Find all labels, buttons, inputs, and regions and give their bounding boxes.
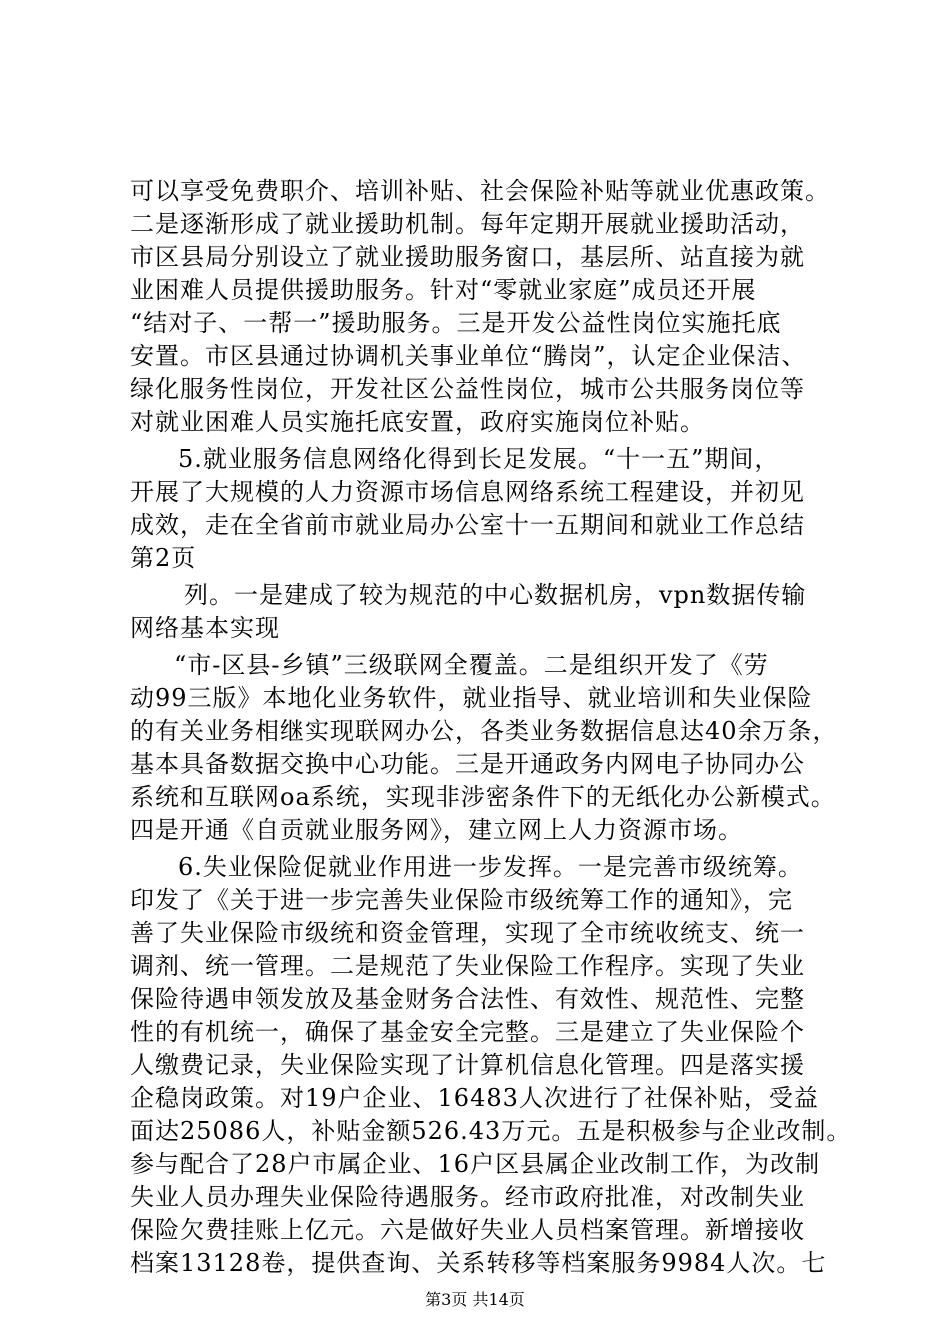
paragraph-line: “市-区县-乡镇”三级联网全覆盖。二是组织开发了《劳: [174, 651, 769, 679]
paragraph-line: 成效，走在全省前市就业局办公室十一五期间和就业工作总结: [130, 511, 805, 539]
paragraph-line: 调剂、统一管理。二是规范了失业保险工作程序。实现了失业: [130, 952, 805, 980]
paragraph-line: 安置。市区县通过协调机关事业单位“腾岗”，认定企业保洁、: [130, 342, 807, 370]
paragraph-line: 系统和互联网oa系统，实现非涉密条件下的无纸化办公新模式。: [130, 783, 836, 811]
paragraph-line: 人缴费记录，失业保险实现了计算机信息化管理。四是落实援: [130, 1051, 805, 1079]
paragraph-line: 四是开通《自贡就业服务网》，建立网上人力资源市场。: [130, 816, 743, 844]
paragraph-line: 企稳岗政策。对19户企业、16483人次进行了社保补贴，受益: [130, 1084, 819, 1112]
paragraph-line: 动99三版》本地化业务软件，就业指导、就业培训和失业保险: [130, 684, 813, 712]
paragraph-line: 保险欠费挂账上亿元。六是做好失业人员档案管理。新增接收: [130, 1216, 805, 1244]
paragraph-line: 参与配合了28户市属企业、16户区县属企业改制工作，为改制: [130, 1150, 821, 1178]
paragraph-line: 开展了大规模的人力资源市场信息网络系统工程建设，并初见: [130, 478, 805, 506]
paragraph-line: 印发了《关于进一步完善失业保险市级统筹工作的通知》，完: [130, 886, 793, 914]
paragraph-line: 5.就业服务信息网络化得到长足发展。“十一五”期间，: [178, 445, 780, 473]
paragraph-line: 6.失业保险促就业作用进一步发挥。一是完善市级统筹。: [178, 853, 803, 881]
page-footer: 第3页 共14页: [425, 1290, 525, 1309]
paragraph-line: 保险待遇申领发放及基金财务合法性、有效性、规范性、完整: [130, 985, 805, 1013]
page-break-label: 第2页: [130, 544, 197, 572]
paragraph-line: 失业人员办理失业保险待遇服务。经市政府批准，对改制失业: [130, 1183, 805, 1211]
paragraph-line: 市区县局分别设立了就业援助服务窗口，基层所、站直接为就: [130, 243, 805, 271]
paragraph-line: 对就业困难人员实施托底安置，政府实施岗位补贴。: [130, 408, 705, 436]
paragraph-line: 面达25086人，补贴金额526.43万元。五是积极参与企业改制。: [130, 1117, 852, 1145]
paragraph-line: “结对子、一帮一”援助服务。三是开发公益性岗位实施托底: [130, 309, 782, 337]
paragraph-line: 性的有机统一，确保了基金安全完整。三是建立了失业保险个: [130, 1018, 805, 1046]
paragraph-line: 基本具备数据交换中心功能。三是开通政务内网电子协同办公: [130, 750, 805, 778]
paragraph-line: 的有关业务相继实现联网办公，各类业务数据信息达40余万条，: [130, 717, 838, 745]
paragraph-line: 列。一是建成了较为规范的中心数据机房，vpn数据传输: [184, 581, 807, 609]
paragraph-line: 二是逐渐形成了就业援助机制。每年定期开展就业援助活动，: [130, 210, 805, 238]
paragraph-line: 档案13128卷，提供查询、关系转移等档案服务9984人次。七: [130, 1249, 827, 1277]
paragraph-line: 可以享受免费职介、培训补贴、社会保险补贴等就业优惠政策。: [130, 177, 830, 205]
paragraph-line: 业困难人员提供援助服务。针对“零就业家庭”成员还开展: [130, 276, 757, 304]
paragraph-line: 绿化服务性岗位，开发社区公益性岗位，城市公共服务岗位等: [130, 375, 805, 403]
paragraph-line: 网络基本实现: [130, 614, 280, 642]
paragraph-line: 善了失业保险市级统和资金管理，实现了全市统收统支、统一: [130, 919, 805, 947]
